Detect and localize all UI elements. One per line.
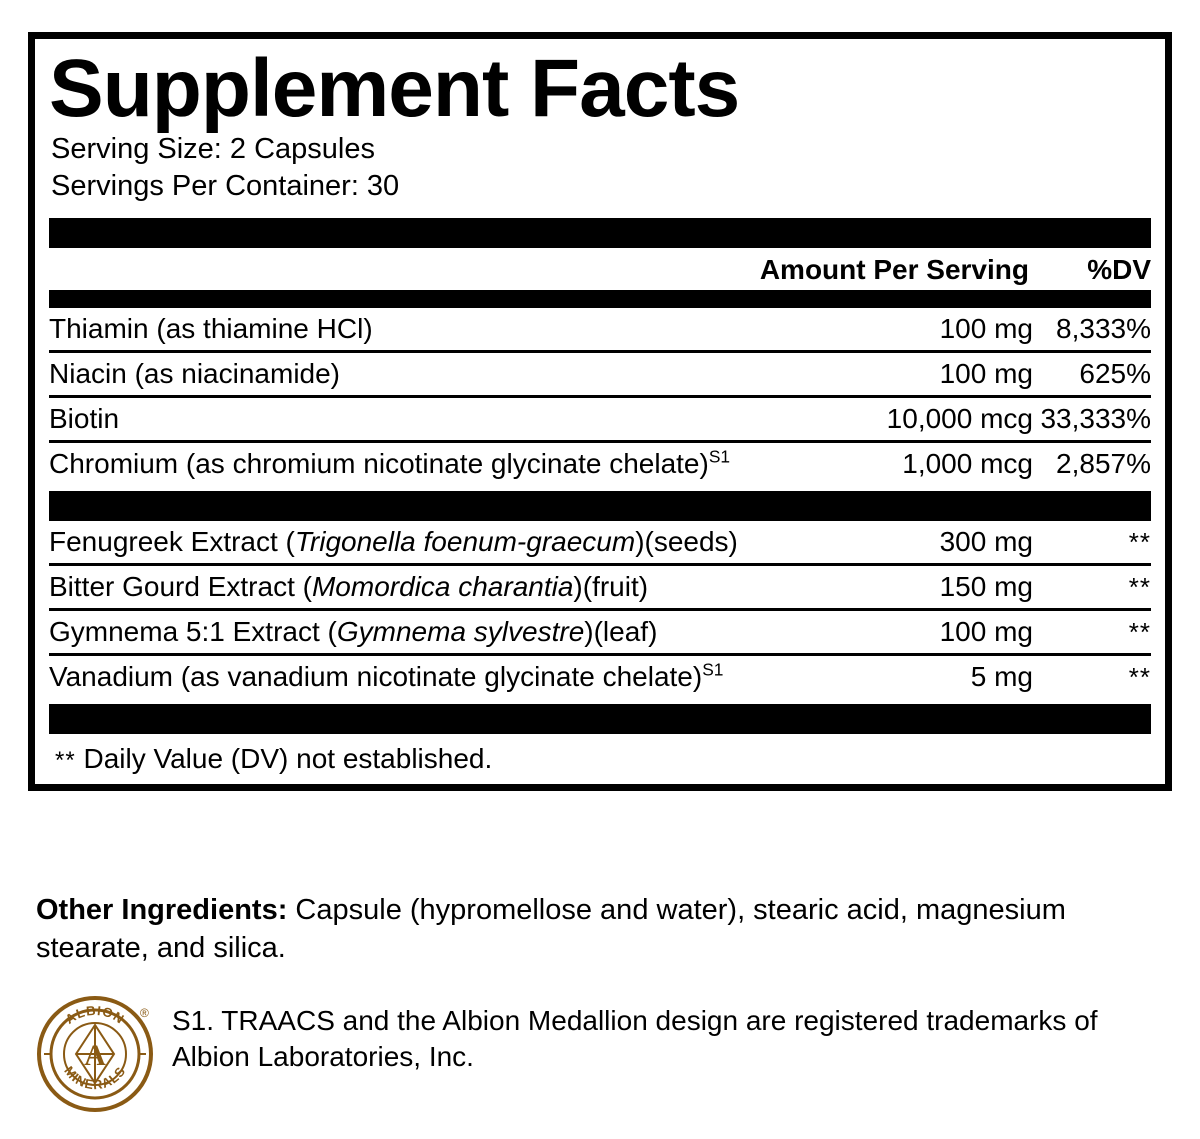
nutrient-name (49, 308, 741, 352)
albion-medallion-icon (36, 995, 154, 1113)
table-header-row (49, 248, 1151, 290)
nutrient-dv: 33,333% (1033, 396, 1151, 441)
nutrients-table-group-2 (49, 521, 1151, 698)
nutrient-amount: 300 mg (741, 521, 1033, 565)
nutrient-name (49, 521, 741, 565)
nutrient-name-suffix: )(seeds) (635, 525, 738, 557)
svg-text:ALBION: ALBION (62, 1002, 128, 1027)
column-header-amount: Amount Per Serving (759, 253, 1029, 285)
other-ingredients (36, 892, 1166, 967)
page-title: Supplement Facts (49, 43, 740, 134)
table-row (49, 351, 1151, 396)
table-row (49, 441, 1151, 485)
albion-trademark-note: S1. TRAACS and the Albion Medallion design are registered trademarks of Albion Laboratories, Inc. (172, 1005, 1098, 1073)
nutrient-name (49, 441, 741, 485)
divider-bar-middle (49, 491, 1151, 521)
table-row (49, 396, 1151, 441)
table-row (49, 564, 1151, 609)
footnote-text: Daily Value (DV) not established. (83, 742, 493, 774)
nutrient-name (49, 609, 741, 654)
svg-text:MINERALS: MINERALS (61, 1063, 129, 1093)
trademark-ref-marker: S1 (708, 446, 731, 467)
nutrient-dv: ** (1033, 564, 1151, 609)
nutrient-name (49, 396, 741, 441)
albion-trademark-block (36, 995, 1166, 1113)
table-row (49, 609, 1151, 654)
svg-text:A: A (84, 1039, 106, 1072)
nutrient-amount: 1,000 mcg (902, 447, 1033, 479)
dv-footnote (49, 734, 1151, 784)
nutrient-dv: ** (1033, 609, 1151, 654)
divider-bar-bottom (49, 704, 1151, 734)
trademark-ref-marker: S1 (702, 659, 724, 680)
nutrient-name-text: Thiamin (as thiamine HCl) (49, 312, 373, 344)
nutrient-amount: 100 mg (741, 308, 1033, 352)
table-row (49, 654, 1151, 698)
svg-text:®: ® (140, 1006, 149, 1020)
other-ingredients-label: Other Ingredients: (36, 894, 288, 926)
nutrient-name-text: Biotin (49, 402, 120, 434)
other-ingredients-text: Capsule (hypromellose and water), stearic acid, magnesium stearate, and silica. (36, 894, 1066, 964)
footnote-stars: ** (55, 746, 76, 774)
facts-panel (28, 32, 1172, 791)
nutrient-amount: 150 mg (741, 564, 1033, 609)
table-row (49, 308, 1151, 352)
nutrient-name-text: Bitter Gourd Extract ( (49, 570, 312, 602)
column-header-dv: %DV (1087, 253, 1151, 285)
serving-size-text: Serving Size: 2 Capsules (51, 133, 375, 166)
nutrient-name (49, 351, 741, 396)
divider-bar-under-header (49, 290, 1151, 308)
servings-per-container-text: Servings Per Container: 30 (51, 170, 400, 203)
nutrient-amount: 10,000 mcg (741, 396, 1033, 441)
nutrient-name-text: Gymnema 5:1 Extract ( (49, 615, 337, 647)
table-row (49, 521, 1151, 565)
nutrient-amount: 100 mg (741, 351, 1033, 396)
nutrient-name (49, 654, 741, 698)
nutrient-dv: ** (1033, 521, 1151, 565)
nutrient-dv: 625% (1033, 351, 1151, 396)
nutrient-dv: 8,333% (1033, 308, 1151, 352)
nutrient-dv: ** (1128, 661, 1151, 692)
nutrient-name (49, 564, 741, 609)
nutrient-name-text: Chromium (as chromium nicotinate glycinate chelate) (49, 447, 709, 479)
nutrient-latin-name: Gymnema sylvestre (336, 615, 585, 647)
nutrient-amount: 100 mg (741, 609, 1033, 654)
nutrient-latin-name: Trigonella foenum-graecum (294, 525, 636, 557)
nutrient-dv: 2,857% (1056, 447, 1151, 479)
nutrient-name-text: Fenugreek Extract ( (49, 525, 295, 557)
nutrient-name-suffix: )(fruit) (573, 570, 649, 602)
nutrient-name-text: Niacin (as niacinamide) (49, 357, 341, 389)
nutrients-table-group-1 (49, 308, 1151, 485)
nutrient-name-suffix: )(leaf) (584, 615, 658, 647)
nutrient-latin-name: Momordica charantia (311, 570, 574, 602)
nutrient-name-text: Vanadium (as vanadium nicotinate glycinate chelate) (49, 660, 703, 692)
divider-bar-top (49, 218, 1151, 248)
nutrient-amount: 5 mg (970, 660, 1033, 692)
